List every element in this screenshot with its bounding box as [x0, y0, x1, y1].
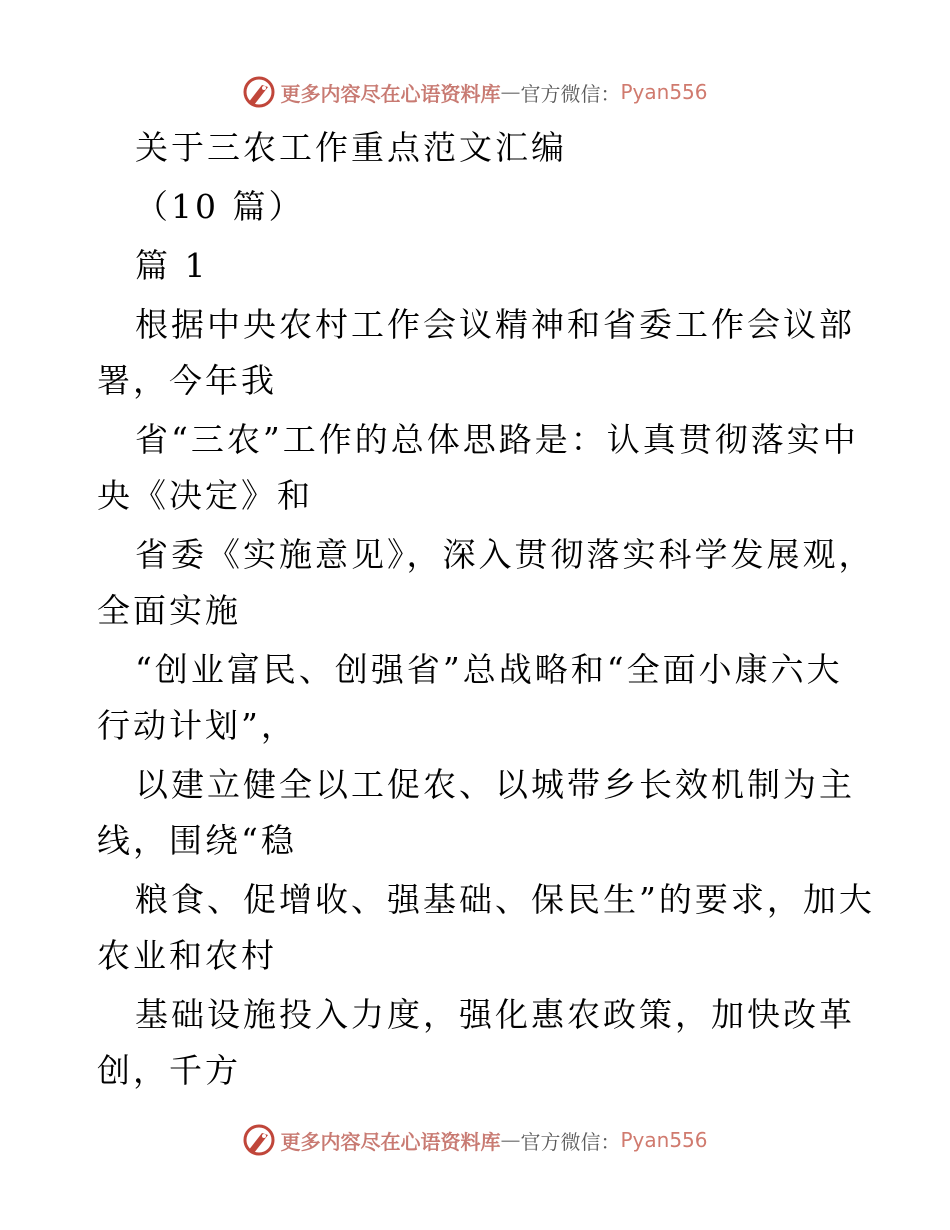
paragraph-line: 以建立健全以工促农、以城带乡长效机制为主 [135, 765, 855, 804]
paragraph-line: “创业富民、创强省”总战略和“全面小康六大 [135, 650, 843, 689]
paragraph-line: 根据中央农村工作会议精神和省委工作会议部 [135, 305, 855, 344]
pen-nib-logo-icon [242, 75, 276, 109]
header-banner [0, 72, 950, 112]
paragraph-line: 线，围绕“稳 [97, 821, 297, 860]
paragraph-line: 央《决定》和 [97, 476, 313, 515]
paragraph-line: 行动计划”， [97, 706, 297, 745]
banner-wechat-label: 官方微信： [520, 81, 621, 106]
document-title: 关于三农工作重点范文汇编 [135, 128, 567, 167]
banner-separator: — [500, 80, 521, 104]
paragraph-line: 基础设施投入力度，强化惠农政策，加快改革 [135, 995, 855, 1034]
banner-wechat-id: Pyan556 [620, 1128, 708, 1152]
paragraph-line: 创，千方 [97, 1051, 241, 1090]
paragraph-line: 全面实施 [97, 591, 241, 630]
pen-nib-logo-icon [242, 1123, 276, 1157]
footer-banner [0, 1120, 950, 1160]
banner-main-text: 更多内容尽在心语资料库 [280, 1129, 501, 1154]
paragraph-line: 署，今年我 [97, 361, 277, 400]
paragraph-line: 省委《实施意见》，深入贯彻落实科学发展观， [135, 535, 875, 574]
banner-wechat-id: Pyan556 [620, 80, 708, 104]
section-heading: 篇 1 [135, 246, 209, 285]
paragraph-line: 农业和农村 [97, 936, 277, 975]
banner-wechat-label: 官方微信： [520, 1129, 621, 1154]
paragraph-line: 省“三农”工作的总体思路是：认真贯彻落实中 [135, 420, 859, 459]
paragraph-line: 粮食、促增收、强基础、保民生”的要求，加大 [135, 880, 875, 919]
banner-separator: — [500, 1128, 521, 1152]
document-count: （10 篇） [135, 187, 305, 226]
banner-main-text: 更多内容尽在心语资料库 [280, 81, 501, 106]
